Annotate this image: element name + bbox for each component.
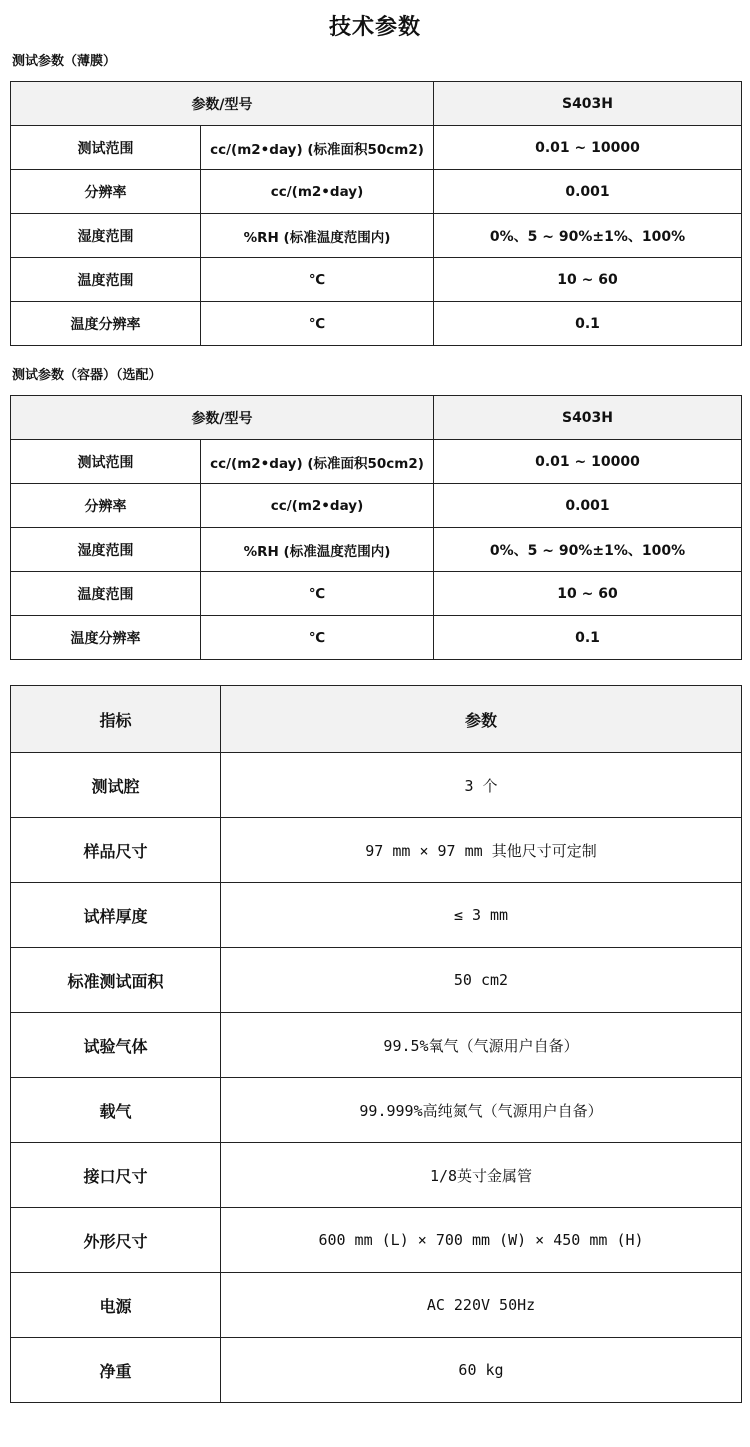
param-value: 0.001 <box>434 484 742 528</box>
page-title: 技术参数 <box>328 15 421 40</box>
param-name: 温度范围 <box>11 572 201 616</box>
spec-value: 3 个 <box>221 753 742 818</box>
spec-label: 试样厚度 <box>11 883 221 948</box>
table-row <box>11 753 742 818</box>
table-header-row <box>11 82 742 126</box>
param-value: 0.1 <box>434 302 742 346</box>
param-unit: %RH (标准温度范围内) <box>201 528 434 572</box>
param-value: 0.01 ~ 10000 <box>434 440 742 484</box>
spec-label: 测试腔 <box>11 753 221 818</box>
film-spec-table <box>10 81 742 346</box>
table-row <box>11 170 742 214</box>
param-unit: cc/(m2•day) (标准面积50cm2) <box>201 126 434 170</box>
table-row <box>11 126 742 170</box>
param-name: 测试范围 <box>11 440 201 484</box>
table-row <box>11 1338 742 1403</box>
table-row <box>11 1143 742 1208</box>
param-unit: cc/(m2•day) (标准面积50cm2) <box>201 440 434 484</box>
spec-value: 60 kg <box>221 1338 742 1403</box>
spec-value: 97 mm × 97 mm 其他尺寸可定制 <box>221 818 742 883</box>
table-row <box>11 1273 742 1338</box>
header-model: S403H <box>434 396 742 440</box>
header-param: 参数/型号 <box>11 396 434 440</box>
spec-value: 600 mm (L) × 700 mm (W) × 450 mm (H) <box>221 1208 742 1273</box>
table-header-row <box>11 396 742 440</box>
spec-label: 标准测试面积 <box>11 948 221 1013</box>
param-name: 温度范围 <box>11 258 201 302</box>
param-value: 0.1 <box>434 616 742 660</box>
param-unit: ℃ <box>201 302 434 346</box>
table-row <box>11 1078 742 1143</box>
container-spec-table <box>10 395 742 660</box>
table-row <box>11 214 742 258</box>
param-unit: ℃ <box>201 616 434 660</box>
header-param: 参数 <box>221 686 742 753</box>
spec-value: ≤ 3 mm <box>221 883 742 948</box>
spec-value: 1/8英寸金属管 <box>221 1143 742 1208</box>
spec-label: 样品尺寸 <box>11 818 221 883</box>
header-param: 参数/型号 <box>11 82 434 126</box>
table-row <box>11 818 742 883</box>
spec-label: 接口尺寸 <box>11 1143 221 1208</box>
param-unit: ℃ <box>201 572 434 616</box>
table-row <box>11 948 742 1013</box>
index-spec-table <box>10 685 742 1403</box>
param-value: 0.001 <box>434 170 742 214</box>
param-name: 分辨率 <box>11 170 201 214</box>
spec-label: 载气 <box>11 1078 221 1143</box>
spec-label: 电源 <box>11 1273 221 1338</box>
spec-value: AC 220V 50Hz <box>221 1273 742 1338</box>
param-name: 湿度范围 <box>11 528 201 572</box>
spec-value: 50 cm2 <box>221 948 742 1013</box>
spec-label: 外形尺寸 <box>11 1208 221 1273</box>
header-index: 指标 <box>11 686 221 753</box>
param-unit: %RH (标准温度范围内) <box>201 214 434 258</box>
table-row <box>11 1208 742 1273</box>
table-row <box>11 302 742 346</box>
spec-label: 试验气体 <box>11 1013 221 1078</box>
table-row <box>11 572 742 616</box>
header-model: S403H <box>434 82 742 126</box>
param-value: 0%、5 ~ 90%±1%、100% <box>434 528 742 572</box>
spec-value: 99.5%氧气（气源用户自备） <box>221 1013 742 1078</box>
param-value: 0%、5 ~ 90%±1%、100% <box>434 214 742 258</box>
param-name: 测试范围 <box>11 126 201 170</box>
param-name: 温度分辨率 <box>11 302 201 346</box>
table-row <box>11 440 742 484</box>
param-value: 10 ~ 60 <box>434 258 742 302</box>
spec-value: 99.999%高纯氮气（气源用户自备） <box>221 1078 742 1143</box>
param-name: 温度分辨率 <box>11 616 201 660</box>
param-unit: cc/(m2•day) <box>201 170 434 214</box>
param-name: 分辨率 <box>11 484 201 528</box>
table-row <box>11 883 742 948</box>
param-unit: ℃ <box>201 258 434 302</box>
table-row <box>11 616 742 660</box>
film-section-title: 测试参数（薄膜） <box>12 54 117 69</box>
table-row <box>11 1013 742 1078</box>
table-row <box>11 484 742 528</box>
param-name: 湿度范围 <box>11 214 201 258</box>
param-value: 10 ~ 60 <box>434 572 742 616</box>
table-row <box>11 258 742 302</box>
param-unit: cc/(m2•day) <box>201 484 434 528</box>
param-value: 0.01 ~ 10000 <box>434 126 742 170</box>
table-row <box>11 528 742 572</box>
spec-label: 净重 <box>11 1338 221 1403</box>
table-header-row <box>11 686 742 753</box>
container-section-title: 测试参数（容器）（选配） <box>12 368 162 383</box>
